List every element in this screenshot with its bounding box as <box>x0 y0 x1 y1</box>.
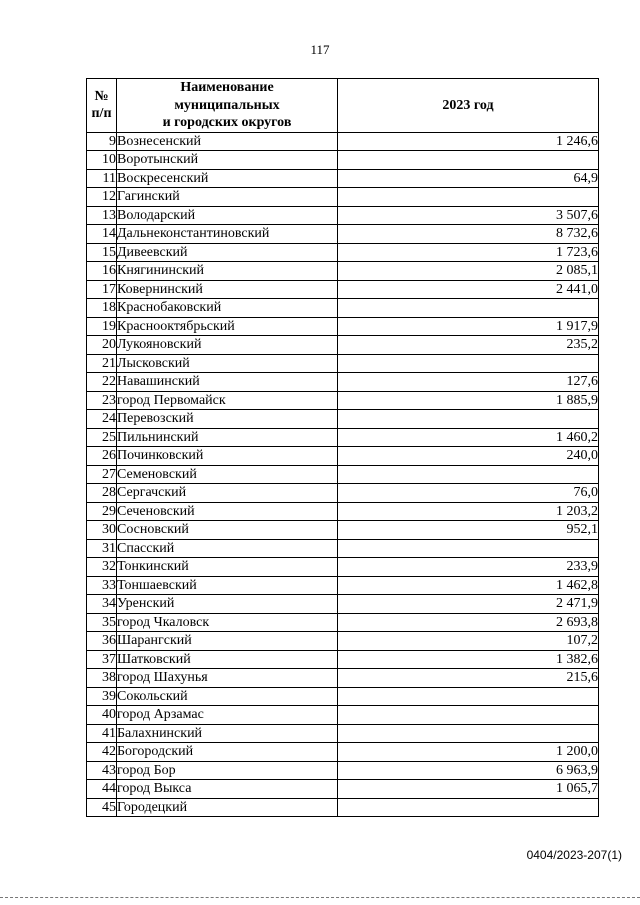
table-header-row <box>87 79 599 133</box>
value-2023-cell: 1 200,0 <box>338 743 599 762</box>
table-row <box>87 780 599 799</box>
value-2023-cell: 1 203,2 <box>338 502 599 521</box>
row-number-cell: 10 <box>87 151 117 170</box>
table-row <box>87 632 599 651</box>
value-2023-cell <box>338 465 599 484</box>
row-number-cell: 24 <box>87 410 117 429</box>
row-number-cell: 21 <box>87 354 117 373</box>
row-number-cell: 45 <box>87 798 117 817</box>
table-row <box>87 706 599 725</box>
header-number <box>87 79 117 133</box>
municipality-name-cell: город Бор <box>117 761 338 780</box>
row-number-cell: 39 <box>87 687 117 706</box>
municipality-name-cell: Гагинский <box>117 188 338 207</box>
table-row <box>87 410 599 429</box>
header-municipality-line-1: Наименование <box>180 80 274 95</box>
row-number-cell: 37 <box>87 650 117 669</box>
row-number-cell: 22 <box>87 373 117 392</box>
value-2023-cell: 215,6 <box>338 669 599 688</box>
row-number-cell: 40 <box>87 706 117 725</box>
table-row <box>87 151 599 170</box>
table-row <box>87 558 599 577</box>
table-row <box>87 373 599 392</box>
value-2023-cell: 235,2 <box>338 336 599 355</box>
header-number-line-2: п/п <box>91 106 112 122</box>
municipality-name-cell: Сосновский <box>117 521 338 540</box>
table-row <box>87 798 599 817</box>
table-row <box>87 576 599 595</box>
value-2023-cell <box>338 724 599 743</box>
page-bottom-divider <box>0 897 640 898</box>
value-2023-cell: 1 460,2 <box>338 428 599 447</box>
value-2023-cell <box>338 687 599 706</box>
row-number-cell: 13 <box>87 206 117 225</box>
row-number-cell: 28 <box>87 484 117 503</box>
value-2023-cell <box>338 354 599 373</box>
municipality-name-cell: Спасский <box>117 539 338 558</box>
municipality-name-cell: Перевозский <box>117 410 338 429</box>
row-number-cell: 20 <box>87 336 117 355</box>
value-2023-cell: 2 693,8 <box>338 613 599 632</box>
table-row <box>87 243 599 262</box>
value-2023-cell: 127,6 <box>338 373 599 392</box>
row-number-cell: 11 <box>87 169 117 188</box>
row-number-cell: 9 <box>87 132 117 151</box>
allocation-table <box>86 78 599 817</box>
municipality-name-cell: Богородский <box>117 743 338 762</box>
table-row <box>87 743 599 762</box>
municipality-name-cell: Ковернинский <box>117 280 338 299</box>
table-row <box>87 169 599 188</box>
value-2023-cell: 1 462,8 <box>338 576 599 595</box>
header-year: 2023 год <box>338 79 599 133</box>
table-row <box>87 650 599 669</box>
row-number-cell: 17 <box>87 280 117 299</box>
table-row <box>87 391 599 410</box>
municipality-name-cell: Дивеевский <box>117 243 338 262</box>
row-number-cell: 29 <box>87 502 117 521</box>
value-2023-cell <box>338 299 599 318</box>
table-row <box>87 465 599 484</box>
table-row <box>87 225 599 244</box>
header-municipality <box>117 79 338 133</box>
municipality-name-cell: Сергачский <box>117 484 338 503</box>
row-number-cell: 33 <box>87 576 117 595</box>
municipality-name-cell: Пильнинский <box>117 428 338 447</box>
value-2023-cell: 1 382,6 <box>338 650 599 669</box>
row-number-cell: 12 <box>87 188 117 207</box>
value-2023-cell: 2 085,1 <box>338 262 599 281</box>
municipality-name-cell: город Выкса <box>117 780 338 799</box>
row-number-cell: 32 <box>87 558 117 577</box>
value-2023-cell: 1 065,7 <box>338 780 599 799</box>
table-row <box>87 206 599 225</box>
municipality-name-cell: Воскресенский <box>117 169 338 188</box>
table-row <box>87 132 599 151</box>
municipality-name-cell: Балахнинский <box>117 724 338 743</box>
municipality-name-cell: Уренский <box>117 595 338 614</box>
value-2023-cell: 3 507,6 <box>338 206 599 225</box>
row-number-cell: 18 <box>87 299 117 318</box>
municipality-name-cell: Шарангский <box>117 632 338 651</box>
value-2023-cell <box>338 539 599 558</box>
table-row <box>87 724 599 743</box>
municipality-name-cell: Тоншаевский <box>117 576 338 595</box>
municipality-name-cell: город Арзамас <box>117 706 338 725</box>
value-2023-cell: 1 917,9 <box>338 317 599 336</box>
table-row <box>87 280 599 299</box>
table-row <box>87 761 599 780</box>
value-2023-cell <box>338 151 599 170</box>
municipality-name-cell: Вознесенский <box>117 132 338 151</box>
table-row <box>87 447 599 466</box>
municipality-name-cell: Сеченовский <box>117 502 338 521</box>
value-2023-cell <box>338 188 599 207</box>
row-number-cell: 35 <box>87 613 117 632</box>
municipality-name-cell: Лысковский <box>117 354 338 373</box>
value-2023-cell: 2 471,9 <box>338 595 599 614</box>
table-row <box>87 613 599 632</box>
value-2023-cell: 240,0 <box>338 447 599 466</box>
table-row <box>87 669 599 688</box>
value-2023-cell: 1 723,6 <box>338 243 599 262</box>
municipality-name-cell: Починковский <box>117 447 338 466</box>
municipality-name-cell: Тонкинский <box>117 558 338 577</box>
table-row <box>87 502 599 521</box>
value-2023-cell <box>338 798 599 817</box>
table-row <box>87 521 599 540</box>
table-row <box>87 428 599 447</box>
municipality-name-cell: Шатковский <box>117 650 338 669</box>
row-number-cell: 26 <box>87 447 117 466</box>
municipality-name-cell: Навашинский <box>117 373 338 392</box>
header-municipality-line-2: муниципальных <box>174 97 280 113</box>
row-number-cell: 41 <box>87 724 117 743</box>
value-2023-cell: 76,0 <box>338 484 599 503</box>
row-number-cell: 23 <box>87 391 117 410</box>
table-row <box>87 354 599 373</box>
value-2023-cell: 107,2 <box>338 632 599 651</box>
value-2023-cell: 1 246,6 <box>338 132 599 151</box>
municipality-name-cell: город Чкаловск <box>117 613 338 632</box>
municipality-name-cell: Володарский <box>117 206 338 225</box>
row-number-cell: 44 <box>87 780 117 799</box>
row-number-cell: 43 <box>87 761 117 780</box>
table-row <box>87 687 599 706</box>
municipality-name-cell: Воротынский <box>117 151 338 170</box>
header-municipality-line-3: и городских округов <box>162 115 292 130</box>
value-2023-cell: 64,9 <box>338 169 599 188</box>
page-number: 117 <box>310 42 330 57</box>
row-number-cell: 38 <box>87 669 117 688</box>
value-2023-cell: 952,1 <box>338 521 599 540</box>
municipality-name-cell: Семеновский <box>117 465 338 484</box>
table-row <box>87 539 599 558</box>
municipality-name-cell: Княгининский <box>117 262 338 281</box>
row-number-cell: 36 <box>87 632 117 651</box>
row-number-cell: 34 <box>87 595 117 614</box>
row-number-cell: 15 <box>87 243 117 262</box>
table-row <box>87 595 599 614</box>
municipality-name-cell: город Первомайск <box>117 391 338 410</box>
municipality-name-cell: Краснооктябрьский <box>117 317 338 336</box>
row-number-cell: 31 <box>87 539 117 558</box>
table-row <box>87 299 599 318</box>
row-number-cell: 25 <box>87 428 117 447</box>
table-row <box>87 262 599 281</box>
table-row <box>87 317 599 336</box>
value-2023-cell <box>338 706 599 725</box>
row-number-cell: 42 <box>87 743 117 762</box>
row-number-cell: 30 <box>87 521 117 540</box>
value-2023-cell: 8 732,6 <box>338 225 599 244</box>
header-number-line-1: № <box>94 88 109 104</box>
table-row <box>87 336 599 355</box>
value-2023-cell: 1 885,9 <box>338 391 599 410</box>
value-2023-cell: 2 441,0 <box>338 280 599 299</box>
municipality-name-cell: Краснобаковский <box>117 299 338 318</box>
row-number-cell: 16 <box>87 262 117 281</box>
table-row <box>87 188 599 207</box>
row-number-cell: 14 <box>87 225 117 244</box>
value-2023-cell <box>338 410 599 429</box>
document-code: 0404/2023-207(1) <box>526 848 622 862</box>
value-2023-cell: 233,9 <box>338 558 599 577</box>
municipality-name-cell: Лукояновский <box>117 336 338 355</box>
municipality-name-cell: Сокольский <box>117 687 338 706</box>
table-body <box>87 132 599 817</box>
municipality-name-cell: город Шахунья <box>117 669 338 688</box>
municipality-name-cell: Дальнеконстантиновский <box>117 225 338 244</box>
table-row <box>87 484 599 503</box>
row-number-cell: 19 <box>87 317 117 336</box>
row-number-cell: 27 <box>87 465 117 484</box>
municipality-name-cell: Городецкий <box>117 798 338 817</box>
value-2023-cell: 6 963,9 <box>338 761 599 780</box>
